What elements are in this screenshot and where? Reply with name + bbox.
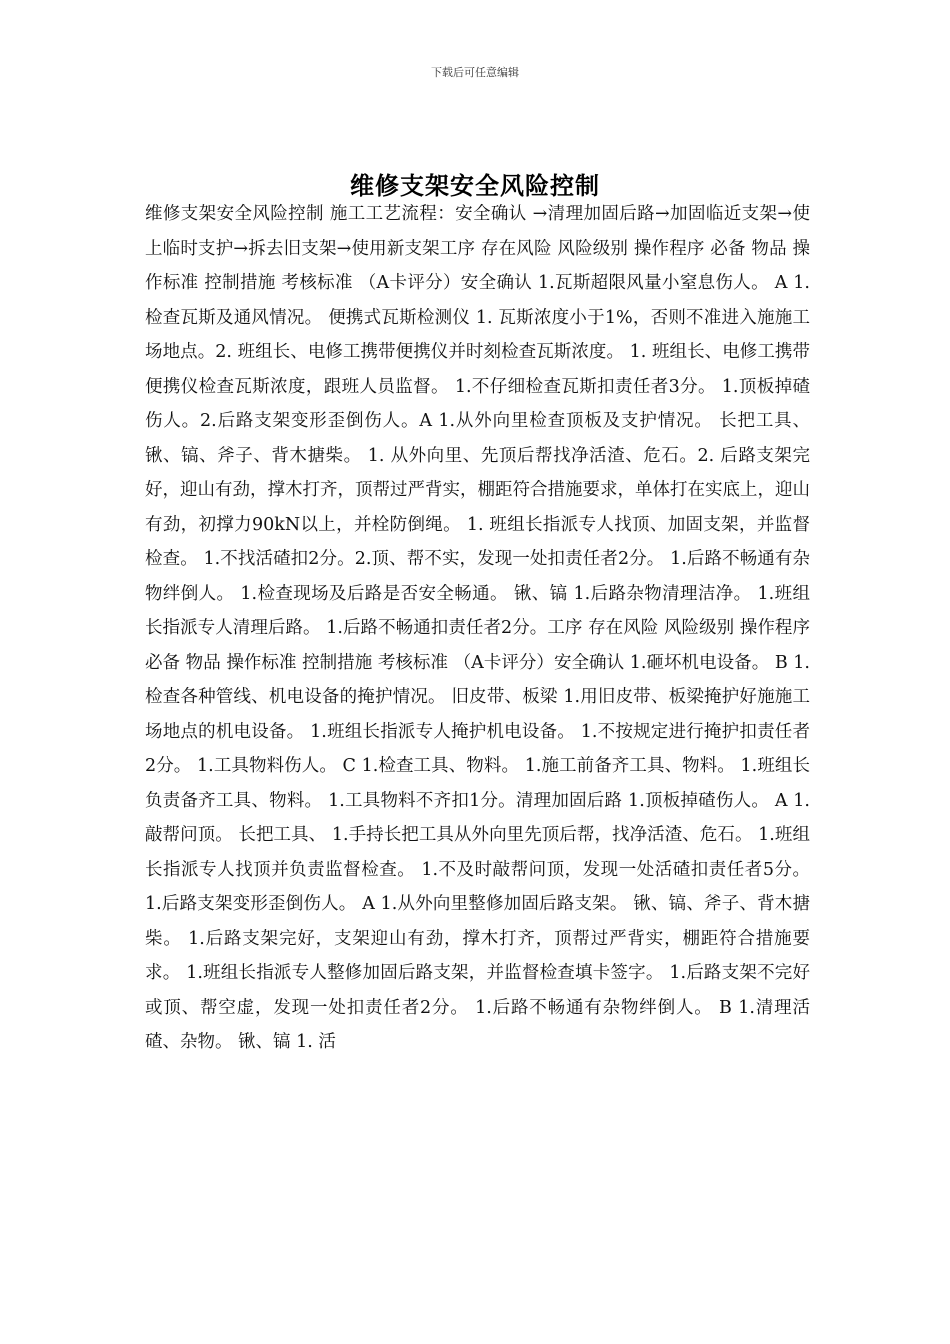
body-paragraph: 维修支架安全风险控制 施工工艺流程：安全确认 →清理加固后路→加固临近支架→使上临时支护→拆去旧支架→使用新支架工序 存在风险 风险级别 操作程序 必备 物品 操作标准 控制措施 考核标准 （A卡评分）安全确认 1.瓦斯超限风量小窒息伤人。 A 1.检查瓦斯及通风情况。 便携式瓦斯检测仪 1. 瓦斯浓度小于1%，否则不准进入施施工场地点。2. 班组长、电修工携带便携仪并时刻检查瓦斯浓度。 1. 班组长、电修工携带便携仪检查瓦斯浓度，跟班人员监督。 1.不仔细检查瓦斯扣责任者3分。 1.顶板掉碴伤人。2.后路支架变形歪倒伤人。A 1.从外向里检查顶板及支护情况。 长把工具、锹、镐、斧子、背木搪柴。 1. 从外向里、先顶后帮找净活渣、危石。2. 后路支架完好，迎山有劲，撑木打齐，顶帮过严背实，棚距符合措施要求，单体打在实底上，迎山有劲，初撑力90kN以上，并栓防倒绳。 1. 班组长指派专人找顶、加固支架，并监督检查。 1.不找活碴扣2分。2.顶、帮不实，发现一处扣责任者2分。 1.后路不畅通有杂物绊倒人。 1.检查现场及后路是否安全畅通。 锹、镐 1.后路杂物清理洁净。 1.班组长指派专人清理后路。 1.后路不畅通扣责任者2分。工序 存在风险 风险级别 操作程序 必备 物品 操作标准 控制措施 考核标准 （A卡评分）安全确认 1.砸坏机电设备。 B 1.检查各种管线、机电设备的掩护情况。 旧皮带、板梁 1.用旧皮带、板梁掩护好施施工场地点的机电设备。 1.班组长指派专人掩护机电设备。 1.不按规定进行掩护扣责任者2分。 1.工具物料伤人。 C 1.检查工具、物料。 1.施工前备齐工具、物料。 1.班组长负责备齐工具、物料。 1.工具物料不齐扣1分。清理加固后路 1.顶板掉碴伤人。 A 1.敲帮问顶。 长把工具、 1.手持长把工具从外向里先顶后帮，找净活渣、危石。 1.班组长指派专人找顶并负责监督检查。 1.不及时敲帮问顶，发现一处活碴扣责任者5分。 1.后路支架变形歪倒伤人。 A 1.从外向里整修加固后路支架。 锹、镐、斧子、背木搪柴。 1.后路支架完好，支架迎山有劲，撑木打齐，顶帮过严背实，棚距符合措施要求。 1.班组长指派专人整修加固后路支架，并监督检查填卡签字。 1.后路支架不完好或顶、帮空虚，发现一处扣责任者2分。 1.后路不畅通有杂物绊倒人。 B 1.清理活碴、杂物。 锹、镐 1. 活 (145, 204, 810, 1052)
document-title: 维修支架安全风险控制 (350, 172, 600, 201)
header-note: 下载后可任意编辑 (431, 66, 519, 79)
